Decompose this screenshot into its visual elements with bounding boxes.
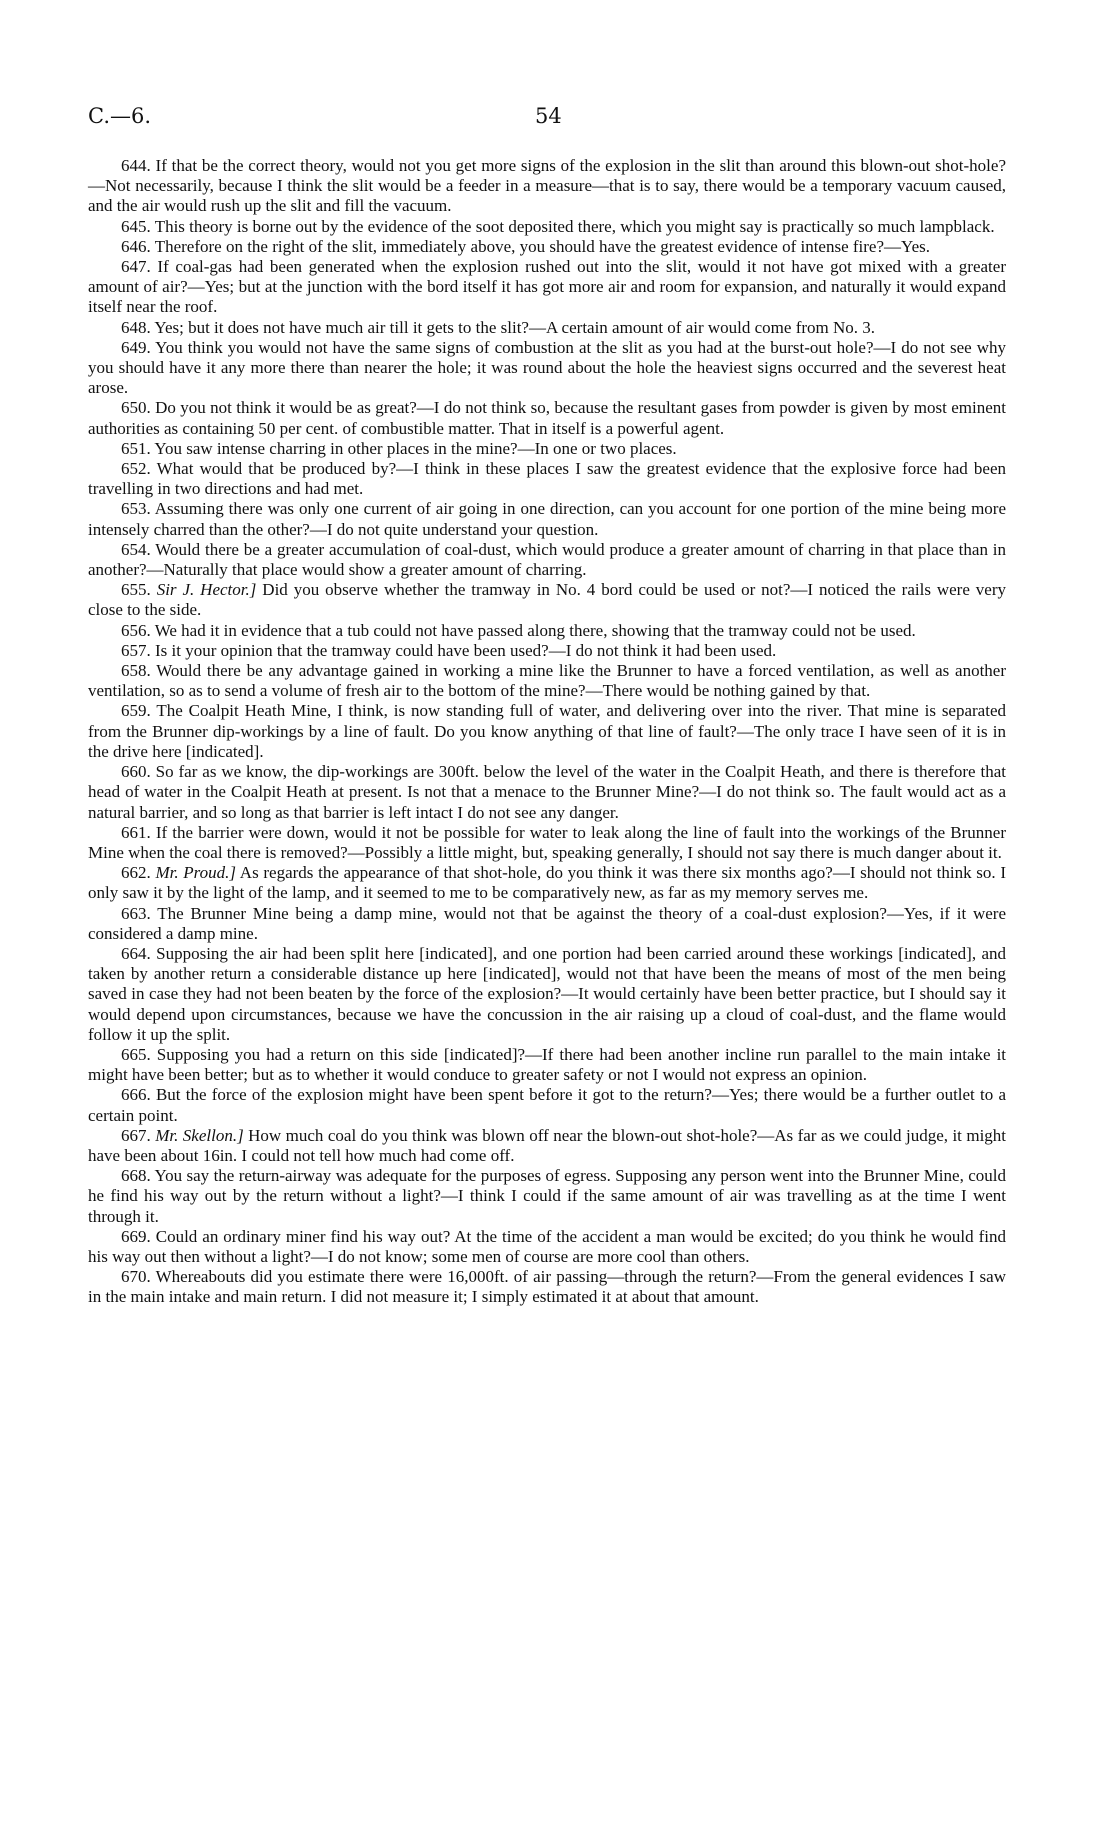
question-text: Would there be a greater accumulation of coal-dust, which would produce a greater amount of charring in that place than in another?—Naturally that place would show a greater amount of charring. [88, 539, 1006, 580]
question-paragraph [88, 398, 1006, 438]
page-number: 54 [535, 104, 562, 128]
question-paragraph [88, 762, 1006, 823]
question-paragraph [88, 257, 1006, 318]
question-text: Do you not think it would be as great?—I do not think so, because the resultant gases from powder is given by most eminent authorities as containing 50 per cent. of combustible matter. That in itself is a powerful agent. [88, 398, 1007, 438]
question-number: 646. [121, 236, 151, 256]
question-paragraph [88, 338, 1006, 399]
question-number: 648. [121, 317, 151, 337]
question-paragraph [88, 237, 1006, 257]
question-paragraph [88, 459, 1006, 499]
question-paragraph [88, 439, 1006, 459]
question-number: 651. [121, 438, 151, 458]
question-paragraph [88, 621, 1006, 641]
question-paragraph [88, 499, 1006, 539]
question-number: 665. [121, 1044, 151, 1064]
question-paragraph [88, 580, 1006, 620]
question-paragraph [88, 540, 1006, 580]
question-text: Supposing you had a return on this side [indicated]?—If there had been another incline run parallel to the main intake it might have been better; but as to whether it would conduce to greater safety or not I would not express an opinion. [88, 1044, 1007, 1085]
question-text: Is it your opinion that the tramway could have been used?—I do not think it had been used. [155, 640, 777, 660]
question-text: Did you observe whether the tramway in No. 4 bord could be used or not?—I noticed the rails were very close to the side. [88, 580, 1007, 620]
question-text: The Brunner Mine being a damp mine, would not that be against the theory of a coal-dust explosion?—Yes, if it were considered a damp mine. [88, 903, 1006, 943]
question-text: We had it in evidence that a tub could not have passed along there, showing that the tramway could not be used. [154, 620, 916, 640]
question-text: What would that be produced by?—I think in these places I saw the greatest evidence that the explosive force had been travelling in two directions and had met. [88, 459, 1006, 499]
question-paragraph [88, 217, 1006, 237]
document-code: C.—6. [88, 104, 152, 128]
question-number: 669. [121, 1226, 151, 1246]
question-number: 654. [121, 539, 151, 559]
question-text: This theory is borne out by the evidence of the soot deposited there, which you might say is practically so much lampblack. [154, 216, 995, 236]
question-number: 663. [121, 903, 151, 923]
question-text: But the force of the explosion might have been spent before it got to the return?—Yes; there would be a further outlet to a certain point. [88, 1085, 1006, 1125]
question-number: 661. [121, 822, 151, 842]
question-number: 664. [121, 943, 151, 963]
question-text: As regards the appearance of that shot-hole, do you think it was there six months ago?—I should not think so. I only saw it by the light of the lamp, and it seemed to me to be comparatively new, as far as my memory serves me. [88, 863, 1006, 903]
question-text: You think you would not have the same signs of combustion at the slit as you had at the burst-out hole?—I do not see why you should have it any more there than nearer the hole; it was round about the hole the heaviest signs occurred and the severest heat arose. [88, 337, 1006, 398]
question-number: 667. [121, 1125, 151, 1145]
question-number: 647. [121, 257, 151, 277]
question-text: If the barrier were down, would it not be possible for water to leak along the line of fault into the workings of the Brunner Mine when the coal there is removed?—Possibly a little might, but, speaking generally, I should not say there is much danger about it. [88, 822, 1007, 862]
question-number: 644. [121, 156, 151, 175]
question-text: Supposing the air had been split here [indicated], and one portion had been carried around these workings [indicated], and taken by another return a considerable distance up here [indicated], would not that have been the means of most of the men being saved in case they had not been beaten by the force of the explosion?—It would certainly have been better practice, but I should say it would depend upon circumstances, because we have the concussion in the air raising up a cloud of coal-dust, and the flame would follow it up the split. [88, 943, 1007, 1044]
question-text: Assuming there was only one current of air going in one direction, can you account for one portion of the mine being more intensely charred than the other?—I do not quite understand your question. [88, 499, 1007, 539]
question-number: 658. [121, 661, 151, 681]
question-text: If coal-gas had been generated when the explosion rushed out into the slit, would it not have got mixed with a greater amount of air?—Yes; but at the junction with the bord itself it has got more air and room for expansion, and naturally it would expand itself near the roof. [88, 257, 1006, 317]
question-paragraph [88, 904, 1006, 944]
question-text: Therefore on the right of the slit, immediately above, you should have the greatest evidence of intense fire?—Yes. [154, 236, 931, 256]
question-text: The Coalpit Heath Mine, I think, is now standing full of water, and delivering over into the river. That mine is separated from the Brunner dip-workings by a line of fault. Do you know anything of that line of fault?—The only trace I have seen of it is in the drive here [indicated]. [88, 701, 1007, 761]
question-text: Could an ordinary miner find his way out? At the time of the accident a man would be excited; do you think he would find his way out then without a light?—I do not know; some men of course are more cool than others. [88, 1226, 1007, 1266]
question-number: 659. [121, 701, 151, 721]
question-number: 655. [121, 580, 151, 600]
question-text: You saw intense charring in other places in the mine?—In one or two places. [154, 438, 677, 458]
question-paragraph [88, 863, 1006, 903]
question-text: Yes; but it does not have much air till it gets to the slit?—A certain amount of air would come from No. 3. [154, 317, 876, 337]
question-number: 670. [121, 1267, 151, 1287]
question-text: Would there be any advantage gained in working a mine like the Brunner to have a forced ventilation, as well as another ventilation, so as to send a volume of fresh air to the bottom of the mine?—There would be nothing gained by that. [88, 661, 1006, 701]
question-paragraph [88, 156, 1006, 217]
question-paragraph [88, 944, 1006, 1045]
question-text: If that be the correct theory, would not you get more signs of the explosion in the slit than around this blown-out shot-hole?—Not necessarily, because I think the slit would be a feeder in a measure—that is to say, there would be a temporary vacuum caused, and the air would rush up the slit and fill the vacuum. [88, 156, 1006, 216]
question-paragraph [88, 1166, 1006, 1227]
question-paragraph [88, 1126, 1006, 1166]
question-text: How much coal do you think was blown off near the blown-out shot-hole?—As far as we could judge, it might have been about 16in. I could not tell how much had come off. [88, 1125, 1007, 1165]
question-number: 668. [121, 1166, 151, 1186]
page-header [88, 104, 1008, 138]
question-paragraph [88, 1085, 1006, 1125]
question-paragraph [88, 1227, 1006, 1267]
question-number: 645. [121, 216, 151, 236]
question-paragraph [88, 701, 1006, 762]
question-paragraph [88, 641, 1006, 661]
speaker-name: Mr. Skellon.] [155, 1125, 244, 1145]
question-paragraph [88, 1045, 1006, 1085]
evidence-text [88, 156, 1006, 1308]
question-text: You say the return-airway was adequate for the purposes of egress. Supposing any person went into the Brunner Mine, could he find his way out by the return without a light?—I think I could if the same amount of air was travelling as at the time I went through it. [88, 1166, 1006, 1226]
question-paragraph [88, 823, 1006, 863]
question-paragraph [88, 661, 1006, 701]
question-text: So far as we know, the dip-workings are 300ft. below the level of the water in the Coalpit Heath, and there is therefore that head of water in the Coalpit Heath at present. Is not that a menace to the Brunner Mine?—I do not think so. The fault would act as a natural barrier, and so long as that barrier is left intact I do not see any danger. [88, 762, 1006, 822]
question-text: Whereabouts did you estimate there were 16,000ft. of air passing—through the return?—From the general evidences I saw in the main intake and main return. I did not measure it; I simply estimated it at about that amount. [88, 1267, 1006, 1307]
question-number: 656. [121, 620, 151, 640]
question-number: 666. [121, 1085, 151, 1105]
question-number: 653. [121, 499, 151, 519]
question-number: 650. [121, 398, 151, 418]
speaker-name: Mr. Proud.] [155, 863, 237, 883]
question-paragraph [88, 1267, 1006, 1307]
question-paragraph [88, 318, 1006, 338]
question-number: 649. [121, 337, 151, 357]
question-number: 652. [121, 459, 151, 479]
question-number: 657. [121, 640, 151, 660]
question-number: 662. [121, 863, 151, 883]
speaker-name: Sir J. Hector.] [156, 580, 257, 600]
question-number: 660. [121, 762, 151, 782]
